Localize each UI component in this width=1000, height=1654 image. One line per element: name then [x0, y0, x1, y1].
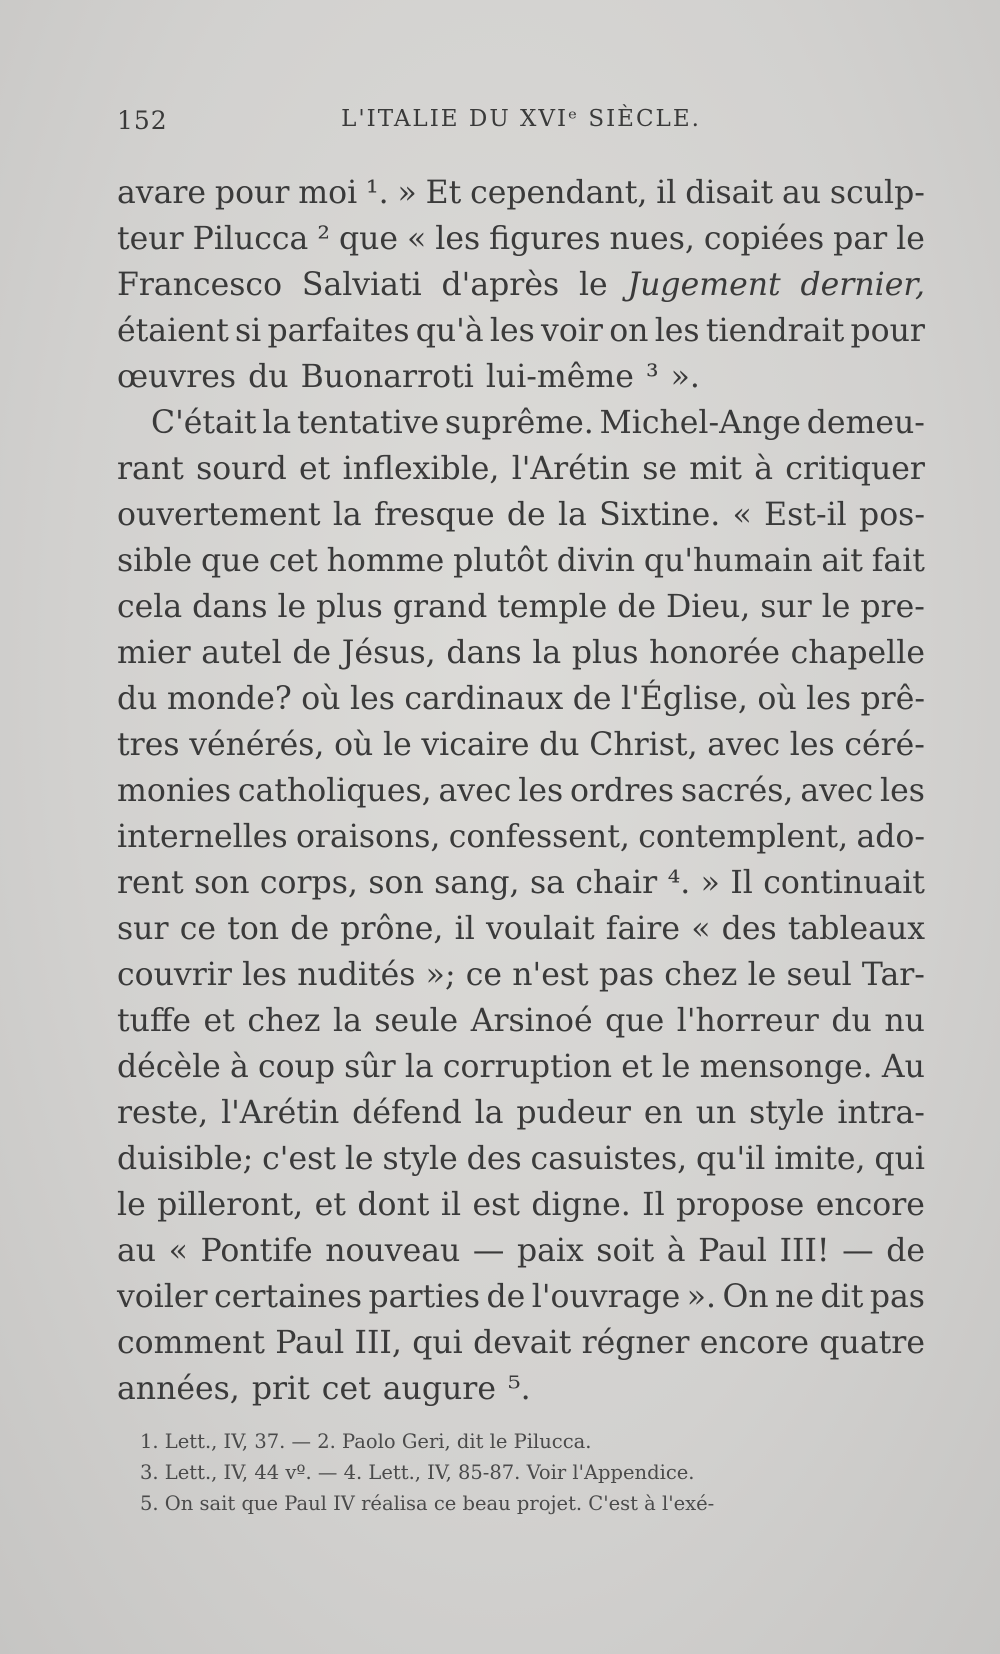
word: mier — [117, 635, 191, 671]
word: le — [383, 727, 412, 763]
word: ² — [317, 221, 330, 257]
word: homme — [326, 543, 445, 579]
word: les — [518, 773, 564, 809]
word: l'ouvrage — [531, 1279, 681, 1315]
word: Buonarroti — [300, 359, 474, 395]
word: années, — [117, 1371, 240, 1407]
word: pour — [850, 313, 925, 349]
word: pas — [869, 1279, 925, 1315]
word: soit — [596, 1233, 655, 1269]
text-line — [117, 1182, 925, 1228]
word: — — [842, 1233, 874, 1269]
text-line — [117, 538, 925, 584]
word: si — [235, 313, 262, 349]
word: que — [338, 221, 399, 257]
word: et — [621, 1049, 653, 1085]
word: c'est — [262, 1141, 336, 1177]
word: dit — [820, 1279, 864, 1315]
word: qui — [874, 1141, 925, 1177]
footnote-line: 3. Lett., IV, 44 vº. — 4. Lett., IV, 85-87. Voir l'Appendice. — [140, 1461, 695, 1484]
word: pre- — [860, 589, 925, 625]
word: intra- — [837, 1095, 925, 1131]
word: prône, — [340, 911, 444, 947]
word: la — [558, 497, 587, 533]
word: voiler — [117, 1279, 208, 1315]
word: rent — [117, 865, 184, 901]
word: sang, — [434, 865, 520, 901]
word: régner — [581, 1325, 690, 1361]
word: pas — [598, 957, 655, 993]
text-line — [117, 1090, 925, 1136]
word: Pilucca — [192, 221, 309, 257]
word: rant — [117, 451, 184, 487]
word: Francesco — [117, 267, 283, 303]
word: pilleront, — [157, 1187, 304, 1223]
word: le — [117, 1187, 146, 1223]
word: ³ — [645, 359, 659, 395]
word: continuait — [763, 865, 925, 901]
word: dans — [446, 635, 522, 671]
word: étaient — [117, 313, 229, 349]
word: style — [382, 1141, 458, 1177]
word: est — [472, 1187, 520, 1223]
word: confessent, — [448, 819, 630, 855]
text-line — [117, 906, 925, 952]
word: C'était — [151, 405, 257, 441]
word: plutôt — [453, 543, 548, 579]
word: l'horreur — [676, 1003, 819, 1039]
word: de — [486, 1279, 526, 1315]
word: par — [833, 221, 888, 257]
word: il — [440, 1187, 462, 1223]
word: certaines — [214, 1279, 363, 1315]
word: chez — [247, 1003, 321, 1039]
word: que — [200, 543, 261, 579]
word: disait — [685, 175, 774, 211]
word: le — [747, 957, 777, 993]
word: ce — [465, 957, 503, 993]
word: reste, — [117, 1095, 209, 1131]
word: le — [896, 221, 925, 257]
text-line — [117, 170, 925, 216]
word: seul — [786, 957, 852, 993]
word: vénérés, — [189, 727, 325, 763]
word: que — [605, 1003, 665, 1039]
text-line — [117, 768, 925, 814]
word: coup — [257, 1049, 335, 1085]
word: ». — [686, 1279, 716, 1315]
word: dont — [357, 1187, 430, 1223]
word: ton — [227, 911, 280, 947]
word: du — [539, 727, 580, 763]
word: ⁴. — [667, 865, 691, 901]
word: encore — [815, 1187, 925, 1223]
word: » — [397, 175, 417, 211]
page-number: 152 — [117, 106, 168, 135]
word: quatre — [819, 1325, 925, 1361]
word: où — [757, 681, 797, 717]
word: avec — [707, 727, 781, 763]
word: qu'il — [696, 1141, 766, 1177]
word: son — [368, 865, 424, 901]
text-line — [117, 630, 925, 676]
footnote-line: 5. On sait que Paul IV réalisa ce beau projet. C'est à l'exé- — [140, 1492, 715, 1515]
word: chez — [664, 957, 738, 993]
word: son — [194, 865, 250, 901]
word: la — [474, 1095, 504, 1131]
word: Sixtine. — [599, 497, 721, 533]
word: ⁵. — [507, 1371, 531, 1407]
word: qu'humain — [643, 543, 813, 579]
word: la — [532, 635, 562, 671]
word: l'Église, — [621, 681, 748, 717]
word: On — [722, 1279, 769, 1315]
word: devait — [473, 1325, 572, 1361]
word: ¹. — [366, 175, 389, 211]
word: céré- — [844, 727, 925, 763]
word: avec — [438, 773, 512, 809]
word: Il — [730, 865, 753, 901]
word: ouvertement — [117, 497, 321, 533]
word: à — [666, 1233, 686, 1269]
text-line — [117, 860, 925, 906]
word: Dieu, — [665, 589, 751, 625]
word: sacrés, — [680, 773, 794, 809]
word: digne. — [531, 1187, 631, 1223]
word: « — [691, 911, 711, 947]
word: corruption — [442, 1049, 613, 1085]
word: les — [350, 681, 395, 717]
footnote-line: 1. Lett., IV, 37. — 2. Paolo Geri, dit le Pilucca. — [140, 1430, 592, 1453]
word: sourd — [196, 451, 287, 487]
word: « — [168, 1233, 188, 1269]
word: figures — [489, 221, 601, 257]
word: plus — [316, 589, 383, 625]
word: vicaire — [421, 727, 530, 763]
word: le — [661, 1049, 691, 1085]
word: imite, — [774, 1141, 866, 1177]
word: comment — [117, 1325, 265, 1361]
word: pour — [214, 175, 290, 211]
word: la — [332, 497, 362, 533]
word: lui-même — [485, 359, 634, 395]
word: il — [656, 175, 677, 211]
word: ne — [775, 1279, 814, 1315]
word: moi — [298, 175, 358, 211]
word: pos- — [859, 497, 925, 533]
word: les — [435, 221, 481, 257]
word: divin — [556, 543, 636, 579]
word: plus — [571, 635, 639, 671]
text-line — [117, 308, 925, 354]
word: cardinaux — [404, 681, 564, 717]
text-line — [117, 1274, 925, 1320]
word: pudeur — [516, 1095, 631, 1131]
word: mensonge. — [699, 1049, 873, 1085]
word: le — [821, 589, 851, 625]
word: Michel-Ange — [599, 405, 801, 441]
word: la — [404, 1049, 434, 1085]
word: fait — [871, 543, 925, 579]
word: nu — [884, 1003, 925, 1039]
word: » — [700, 865, 720, 901]
word: le — [277, 589, 307, 625]
word: copiées — [703, 221, 825, 257]
word: Au — [881, 1049, 925, 1085]
word: III! — [779, 1233, 830, 1269]
word: les — [242, 957, 287, 993]
word: cela — [117, 589, 183, 625]
word: autel — [201, 635, 282, 671]
word: contemplent, — [638, 819, 849, 855]
word: à — [754, 451, 773, 487]
word: monies — [117, 773, 232, 809]
word: ado- — [856, 819, 925, 855]
word: sur — [760, 589, 812, 625]
word: propose — [676, 1187, 805, 1223]
word: III, — [354, 1325, 402, 1361]
word: Il — [642, 1187, 665, 1223]
page-header — [117, 106, 925, 146]
word: les — [789, 727, 835, 763]
word: mit — [689, 451, 742, 487]
word: tuffe — [117, 1003, 191, 1039]
text-line — [117, 1228, 925, 1274]
word: paix — [516, 1233, 584, 1269]
word: de — [506, 497, 546, 533]
word: avare — [117, 175, 207, 211]
word: Jugement — [627, 267, 781, 303]
word: ait — [821, 543, 863, 579]
text-line — [117, 1366, 925, 1412]
word: les — [880, 773, 925, 809]
word: parties — [368, 1279, 481, 1315]
word: œuvres — [117, 359, 237, 395]
word: voir — [541, 313, 603, 349]
word: corps, — [259, 865, 358, 901]
word: grand — [392, 589, 488, 625]
word: le — [344, 1141, 374, 1177]
word: critiquer — [785, 451, 925, 487]
word: Paul — [698, 1233, 767, 1269]
word: couvrir — [117, 957, 232, 993]
word: sculp- — [829, 175, 925, 211]
word: augure — [382, 1371, 496, 1407]
word: honorée — [649, 635, 781, 671]
word: »; — [425, 957, 456, 993]
text-line — [117, 998, 925, 1044]
word: tentative — [296, 405, 440, 441]
word: oraisons, — [295, 819, 441, 855]
text-line — [117, 1044, 925, 1090]
word: internelles — [117, 819, 288, 855]
word: Arsinoé — [470, 1003, 593, 1039]
word: du — [831, 1003, 872, 1039]
word: ordres — [570, 773, 675, 809]
word: suprême. — [444, 405, 594, 441]
text-line — [117, 676, 925, 722]
word: à — [229, 1049, 249, 1085]
word: style — [749, 1095, 825, 1131]
word: se — [642, 451, 677, 487]
word: chair — [575, 865, 658, 901]
word: casuistes, — [530, 1141, 688, 1177]
word: faire — [605, 911, 681, 947]
word: du — [248, 359, 289, 395]
word: les — [489, 313, 535, 349]
word: nouveau — [325, 1233, 461, 1269]
word: défend — [352, 1095, 462, 1131]
word: demeu- — [806, 405, 925, 441]
text-line — [117, 952, 925, 998]
word: de — [886, 1233, 925, 1269]
text-line — [117, 814, 925, 860]
word: catholiques, — [237, 773, 432, 809]
word: au — [782, 175, 822, 211]
text-line — [117, 216, 925, 262]
word: tres — [117, 727, 180, 763]
text-line — [117, 400, 925, 446]
word: de — [292, 635, 332, 671]
word: l'Arétin — [221, 1095, 340, 1131]
word: sible — [117, 543, 193, 579]
word: du — [117, 681, 158, 717]
word: « — [732, 497, 752, 533]
word: prit — [251, 1371, 310, 1407]
word: de — [617, 589, 657, 625]
word: des — [721, 911, 777, 947]
word: qu'à — [415, 313, 484, 349]
text-line — [117, 1320, 925, 1366]
word: parfaites — [267, 313, 410, 349]
word: il — [454, 911, 475, 947]
word: où — [301, 681, 341, 717]
word: d'après — [441, 267, 560, 303]
word: et — [314, 1187, 346, 1223]
word: sûr — [344, 1049, 396, 1085]
word: un — [695, 1095, 737, 1131]
word: Pontife — [200, 1233, 313, 1269]
word: ce — [179, 911, 216, 947]
word: temple — [497, 589, 608, 625]
word: dans — [192, 589, 268, 625]
word: l'Arétin — [511, 451, 630, 487]
word: Est-il — [764, 497, 847, 533]
text-line — [117, 492, 925, 538]
word: seule — [374, 1003, 459, 1039]
word: cet — [268, 543, 318, 579]
word: on — [609, 313, 649, 349]
word: tableaux — [787, 911, 925, 947]
footnotes — [140, 1426, 925, 1519]
word: sa — [529, 865, 565, 901]
word: Jésus, — [341, 635, 436, 671]
word: de — [290, 911, 330, 947]
word: en — [643, 1095, 683, 1131]
word: décèle — [117, 1049, 221, 1085]
word: Christ, — [589, 727, 698, 763]
word: les — [806, 681, 851, 717]
word: nudités — [297, 957, 416, 993]
word: ». — [670, 359, 700, 395]
word: fresque — [373, 497, 495, 533]
word: tiendrait — [705, 313, 845, 349]
word: encore — [699, 1325, 810, 1361]
text-line — [117, 1136, 925, 1182]
word: « — [407, 221, 427, 257]
word: inflexible, — [342, 451, 500, 487]
word: cet — [321, 1371, 371, 1407]
word: Salviati — [301, 267, 422, 303]
word: avec — [800, 773, 874, 809]
running-title: L'ITALIE DU XVIᵉ SIÈCLE. — [341, 106, 701, 132]
word: la — [262, 405, 292, 441]
word: teur — [117, 221, 184, 257]
word: et — [299, 451, 331, 487]
word: dernier, — [800, 267, 925, 303]
word: et — [203, 1003, 235, 1039]
word: cependant, — [470, 175, 648, 211]
word: au — [117, 1233, 157, 1269]
word: voulait — [485, 911, 595, 947]
word: chapelle — [790, 635, 925, 671]
word: duisible; — [117, 1141, 254, 1177]
text-line — [117, 354, 925, 400]
body-text — [117, 170, 925, 1412]
word: monde? — [166, 681, 292, 717]
word: n'est — [512, 957, 589, 993]
word: prê- — [860, 681, 925, 717]
word: sur — [117, 911, 169, 947]
word: les — [654, 313, 700, 349]
word: — — [472, 1233, 505, 1269]
text-line — [117, 722, 925, 768]
word: la — [333, 1003, 362, 1039]
word: des — [466, 1141, 522, 1177]
word: de — [572, 681, 612, 717]
text-line — [117, 446, 925, 492]
word: le — [578, 267, 608, 303]
text-line — [117, 584, 925, 630]
word: qui — [412, 1325, 463, 1361]
word: Paul — [275, 1325, 345, 1361]
word: Tar- — [861, 957, 925, 993]
word: nues, — [609, 221, 695, 257]
word: Et — [425, 175, 462, 211]
text-line — [117, 262, 925, 308]
word: où — [334, 727, 374, 763]
